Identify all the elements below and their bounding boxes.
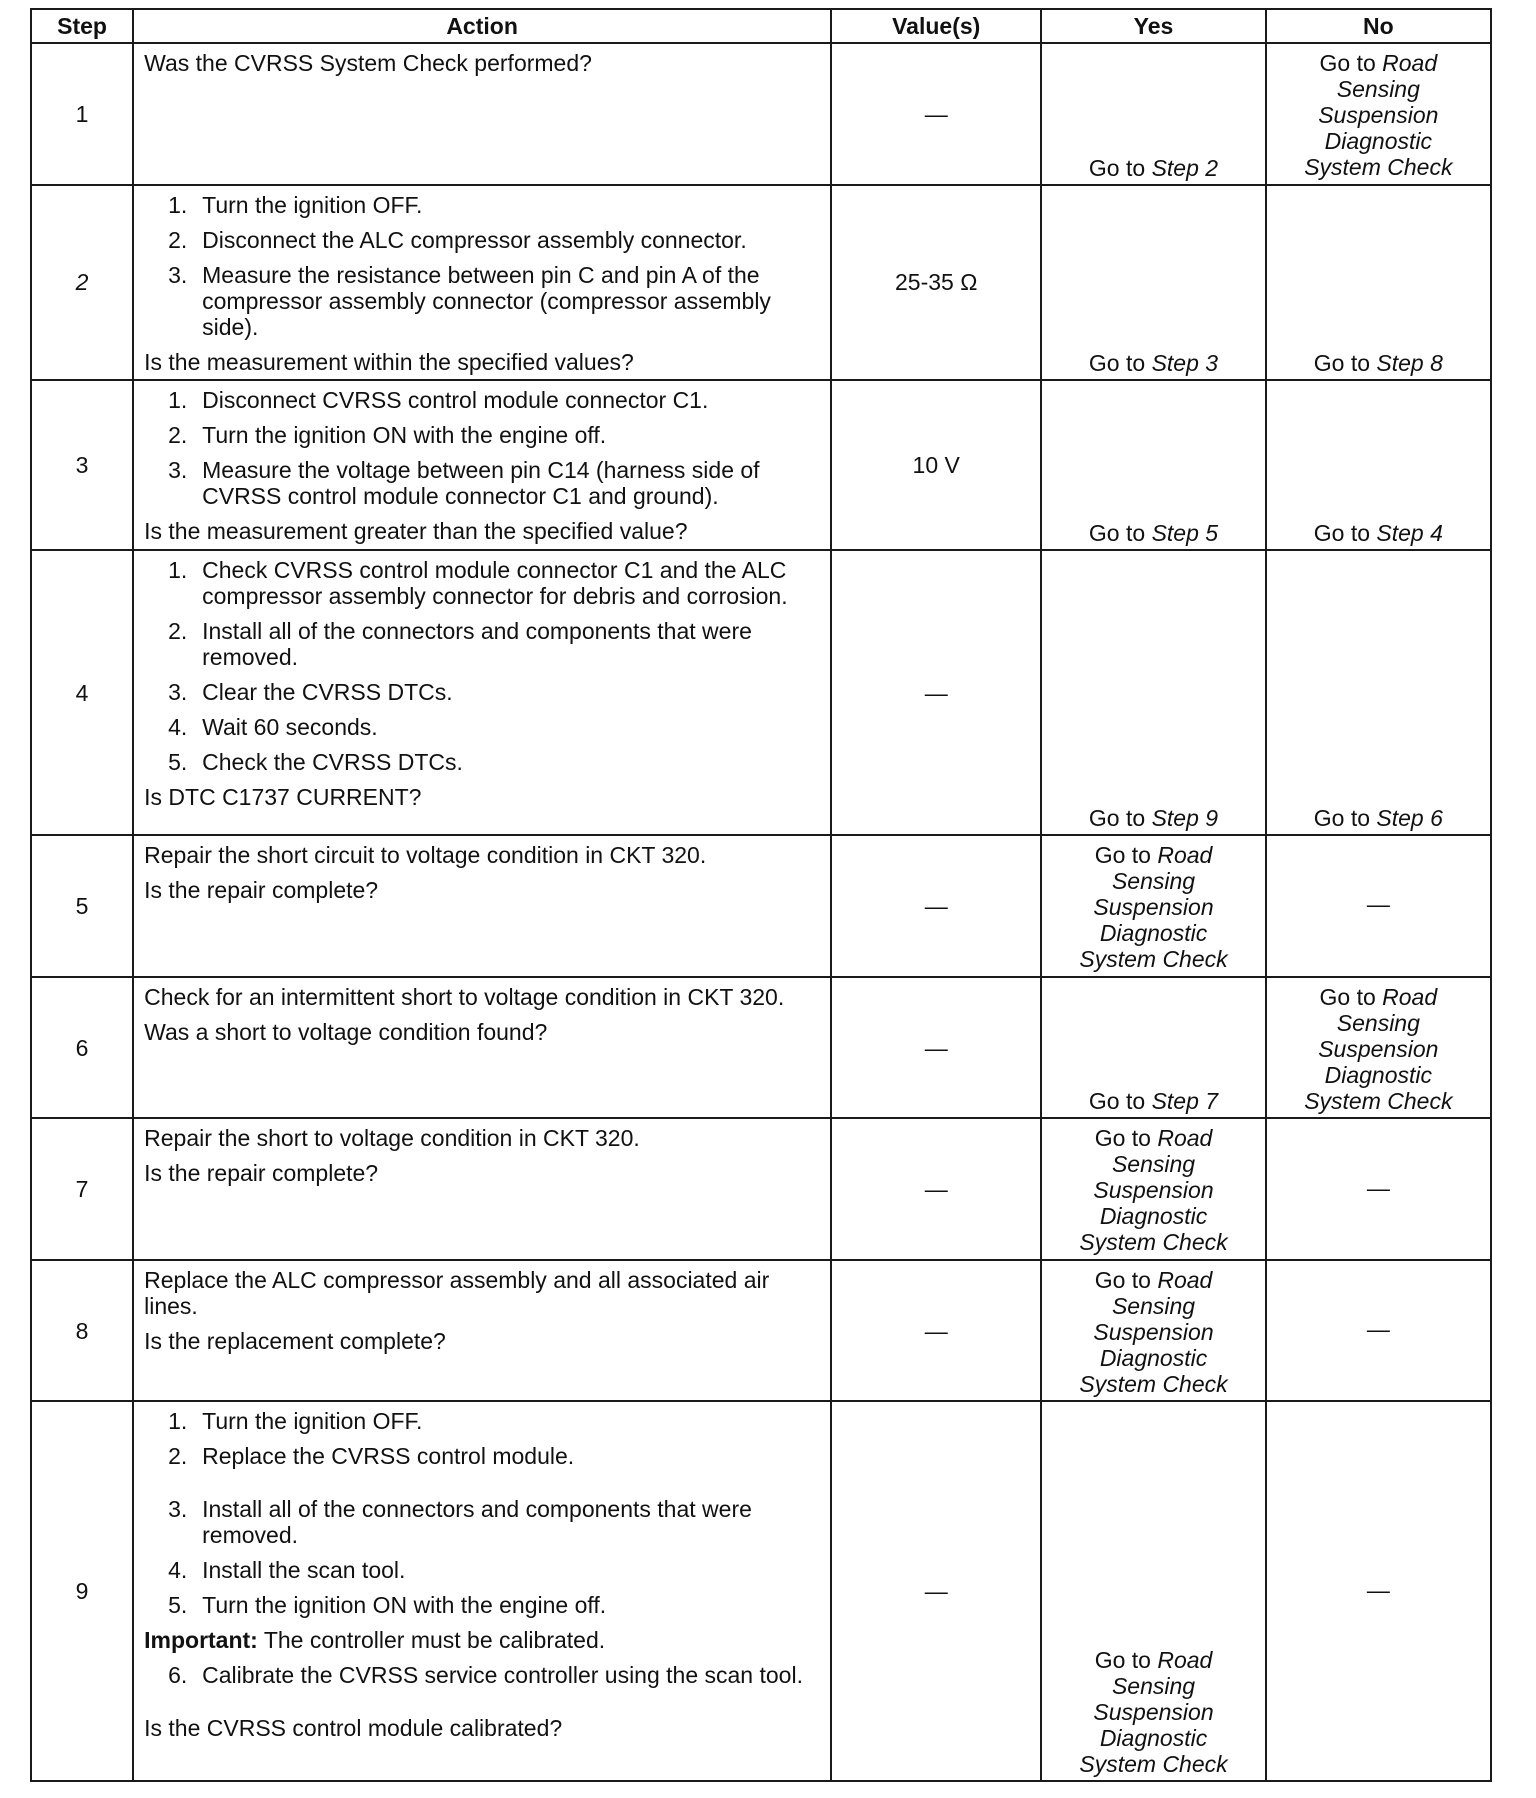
yes-cell[interactable]: [1041, 185, 1265, 381]
action-cell: [133, 1118, 831, 1260]
action-cell: [133, 550, 831, 835]
list-item-text: Measure the voltage between pin C14 (harness side of CVRSS control module connector C1 and ground).: [202, 457, 760, 510]
list-item-text: Turn the ignition OFF.: [202, 191, 423, 218]
yes-cell[interactable]: [1041, 835, 1265, 977]
go-to-label: Go to: [1094, 1647, 1151, 1673]
action-question: Is the repair complete?: [144, 1160, 379, 1187]
list-item-text: Replace the CVRSS control module.: [202, 1443, 575, 1470]
table-row: [31, 1260, 1491, 1402]
rsd-link-line[interactable]: Diagnostic: [1099, 1725, 1208, 1751]
list-item: 6. Calibrate the CVRSS service controller using the scan tool.: [168, 1662, 803, 1689]
header-no: No: [1266, 9, 1491, 43]
action-list: [144, 387, 820, 509]
rsd-link-line[interactable]: Suspension: [1318, 102, 1439, 128]
rsd-link-line[interactable]: Sensing: [1111, 868, 1196, 895]
no-cell[interactable]: [1266, 977, 1491, 1119]
value-cell: —: [831, 43, 1041, 185]
go-to-label: Go to: [1088, 805, 1146, 832]
go-to-label: Go to: [1094, 842, 1151, 869]
yes-cell[interactable]: [1041, 977, 1265, 1119]
list-item-text: Check CVRSS control module connector C1 and the ALC compressor assembly connector for debris and corrosion.: [202, 557, 788, 610]
go-to-label: Go to: [1094, 1125, 1151, 1152]
action-question: Is DTC C1737 CURRENT?: [144, 784, 422, 811]
yes-cell[interactable]: [1041, 550, 1265, 835]
rsd-link-line[interactable]: System Check: [1079, 1370, 1228, 1397]
go-to-label: Go to: [1313, 350, 1371, 377]
list-item: 3. Clear the CVRSS DTCs.: [168, 679, 453, 706]
rsd-link-line[interactable]: Diagnostic: [1324, 1061, 1433, 1088]
yes-cell[interactable]: [1041, 1118, 1265, 1260]
value-cell: 25-35 Ω: [831, 185, 1041, 381]
diagnostic-table: [30, 8, 1492, 1782]
list-item-text: Check the CVRSS DTCs.: [202, 749, 463, 776]
action-cell: [133, 1260, 831, 1402]
action-text: Repair the short to voltage condition in CKT 320.: [144, 1125, 640, 1152]
step-number: 1: [31, 43, 133, 185]
table-row: [31, 380, 1491, 550]
rsd-link-line[interactable]: Road: [1157, 1266, 1213, 1293]
table-row: [31, 1118, 1491, 1260]
list-item: 1. Disconnect CVRSS control module connector C1.: [168, 387, 709, 414]
list-item: 5. Turn the ignition ON with the engine off.: [168, 1592, 607, 1619]
rsd-link-line[interactable]: Suspension: [1093, 1177, 1214, 1204]
rsd-link-line[interactable]: System Check: [1079, 1229, 1228, 1256]
step-link[interactable]: Step 4: [1376, 520, 1443, 547]
go-to-label: Go to: [1313, 520, 1371, 547]
list-item-text: Install the scan tool.: [202, 1557, 406, 1584]
step-number: 8: [31, 1260, 133, 1402]
go-to-label: Go to: [1319, 50, 1376, 76]
list-item-text: Calibrate the CVRSS service controller using the scan tool.: [202, 1662, 803, 1689]
yes-cell[interactable]: [1041, 1260, 1265, 1402]
list-item-text: Measure the resistance between pin C and pin A of the compressor assembly connector (compressor assembly side).: [202, 261, 771, 340]
list-item-text: Disconnect the ALC compressor assembly connector.: [202, 226, 747, 253]
action-text: Replace the ALC compressor assembly and all associated air lines.: [144, 1266, 770, 1319]
no-cell: —: [1266, 1401, 1491, 1781]
value-cell: —: [831, 1401, 1041, 1781]
list-item: 2. Disconnect the ALC compressor assembly connector.: [168, 226, 747, 253]
rsd-link-line[interactable]: System Check: [1079, 946, 1228, 973]
action-list: [144, 557, 820, 775]
action-question: Is the measurement within the specified values?: [144, 348, 634, 375]
value-cell: —: [831, 1118, 1041, 1260]
rsd-link-line[interactable]: Sensing: [1111, 1292, 1196, 1319]
list-item-text: Clear the CVRSS DTCs.: [202, 679, 453, 706]
table-row: [31, 550, 1491, 835]
list-item: 1. Turn the ignition OFF.: [168, 1408, 423, 1435]
table-row: [31, 43, 1491, 185]
list-item: 1. Check CVRSS control module connector C1 and the ALC compressor assembly connector for debris and corrosion.: [168, 557, 788, 610]
table-row: [31, 1401, 1491, 1781]
list-item-text: Disconnect CVRSS control module connector C1.: [202, 387, 709, 414]
rsd-link-line[interactable]: Diagnostic: [1099, 1344, 1208, 1371]
rsd-link-line[interactable]: Sensing: [1111, 1673, 1196, 1699]
rsd-link-line[interactable]: Road: [1382, 983, 1438, 1010]
step-number: 6: [31, 977, 133, 1119]
list-item: 1. Turn the ignition OFF.: [168, 191, 423, 218]
action-question: Is the measurement greater than the specified value?: [144, 518, 688, 545]
list-item: 4. Install the scan tool.: [168, 1557, 406, 1584]
step-number: 4: [31, 550, 133, 835]
rsd-link-line[interactable]: Suspension: [1093, 1318, 1214, 1345]
go-to-label: Go to: [1088, 350, 1146, 377]
go-to-label: Go to: [1088, 520, 1146, 547]
list-item-text: Install all of the connectors and components that were removed.: [202, 1496, 752, 1549]
table-row: [31, 835, 1491, 977]
go-to-label: Go to: [1088, 154, 1146, 181]
value-cell: 10 V: [831, 380, 1041, 550]
table-row: [31, 977, 1491, 1119]
rsd-link-line[interactable]: Sensing: [1336, 76, 1420, 102]
list-item-text: Turn the ignition ON with the engine off.: [202, 422, 607, 449]
list-item: 2. Install all of the connectors and components that were removed.: [168, 618, 752, 671]
rsd-link-line[interactable]: Road: [1157, 842, 1213, 869]
list-item: 2. Turn the ignition ON with the engine off.: [168, 422, 607, 449]
header-row: [31, 9, 1491, 43]
action-cell: [133, 185, 831, 381]
list-item: 4. Wait 60 seconds.: [168, 714, 378, 741]
step-link[interactable]: Step 6: [1376, 805, 1443, 832]
rsd-link-line[interactable]: Diagnostic: [1099, 920, 1208, 947]
action-list: [144, 1662, 820, 1688]
important-label: Important:: [144, 1627, 258, 1654]
value-cell: —: [831, 1260, 1041, 1402]
list-item: 5. Check the CVRSS DTCs.: [168, 749, 463, 776]
list-item-text: Wait 60 seconds.: [202, 714, 378, 741]
step-number: 5: [31, 835, 133, 977]
action-text: Was the CVRSS System Check performed?: [144, 50, 592, 76]
list-item: 2. Replace the CVRSS control module.: [168, 1443, 575, 1470]
go-to-label: Go to: [1088, 1088, 1146, 1115]
action-question: Is the repair complete?: [144, 877, 379, 904]
go-to-label: Go to: [1313, 805, 1371, 832]
header-step: Step: [31, 9, 133, 43]
value-cell: —: [831, 835, 1041, 977]
action-list: [144, 1408, 820, 1618]
no-cell[interactable]: [1266, 185, 1491, 381]
value-cell: —: [831, 977, 1041, 1119]
step-link[interactable]: Step 9: [1151, 805, 1219, 832]
step-link[interactable]: Step 2: [1151, 154, 1219, 181]
list-item: 3. Install all of the connectors and components that were removed.: [168, 1496, 752, 1549]
important-note: [144, 1627, 820, 1653]
go-to-label: Go to: [1319, 983, 1376, 1010]
go-to-label: Go to: [1094, 1266, 1151, 1293]
no-cell: —: [1266, 1260, 1491, 1402]
action-cell: [133, 43, 831, 185]
action-list: [144, 192, 820, 340]
rsd-link-line[interactable]: Suspension: [1318, 1035, 1439, 1062]
yes-cell[interactable]: [1041, 380, 1265, 550]
yes-cell[interactable]: [1041, 1401, 1265, 1781]
important-text: The controller must be calibrated.: [257, 1627, 606, 1654]
list-item: 3. Measure the voltage between pin C14 (harness side of CVRSS control module connector C1 and ground).: [168, 457, 760, 510]
no-cell: —: [1266, 1118, 1491, 1260]
value-cell: —: [831, 550, 1041, 835]
step-link[interactable]: Step 5: [1151, 520, 1219, 547]
table-row: [31, 185, 1491, 381]
action-question: Is the CVRSS control module calibrated?: [144, 1715, 563, 1742]
no-cell[interactable]: [1266, 550, 1491, 835]
action-cell: [133, 977, 831, 1119]
rsd-link-line[interactable]: Suspension: [1093, 1699, 1214, 1725]
step-number-text: 2: [75, 269, 89, 296]
header-action: Action: [133, 9, 831, 43]
rsd-link-line[interactable]: Sensing: [1111, 1151, 1196, 1178]
rsd-link-line[interactable]: System Check: [1304, 154, 1453, 180]
action-text: Repair the short circuit to voltage condition in CKT 320.: [144, 842, 707, 869]
step-number: 3: [31, 380, 133, 550]
action-cell: [133, 835, 831, 977]
rsd-link-line[interactable]: Diagnostic: [1324, 128, 1433, 154]
action-cell: [133, 1401, 831, 1781]
rsd-link-line[interactable]: Road: [1157, 1125, 1213, 1152]
rsd-link-line[interactable]: Sensing: [1336, 1009, 1420, 1036]
rsd-link-line[interactable]: Road: [1382, 50, 1438, 76]
action-text: Check for an intermittent short to voltage condition in CKT 320.: [144, 983, 785, 1010]
list-item-text: Turn the ignition ON with the engine off.: [202, 1592, 607, 1619]
step-link[interactable]: Step 3: [1151, 350, 1219, 377]
step-link[interactable]: Step 8: [1376, 350, 1443, 377]
step-number: 7: [31, 1118, 133, 1260]
header-values: Value(s): [831, 9, 1041, 43]
rsd-link-line[interactable]: Road: [1157, 1647, 1213, 1673]
header-yes: Yes: [1041, 9, 1265, 43]
rsd-link-line[interactable]: Diagnostic: [1099, 1203, 1208, 1230]
no-cell[interactable]: [1266, 380, 1491, 550]
list-item-text: Turn the ignition OFF.: [202, 1408, 423, 1435]
yes-cell[interactable]: [1041, 43, 1265, 185]
list-item: 3. Measure the resistance between pin C and pin A of the compressor assembly connector (compressor assembly side).: [168, 261, 771, 340]
action-question: Was a short to voltage condition found?: [144, 1018, 548, 1045]
action-cell: [133, 380, 831, 550]
step-link[interactable]: Step 7: [1151, 1088, 1219, 1115]
rsd-link-line[interactable]: System Check: [1079, 1751, 1228, 1777]
action-question: Is the replacement complete?: [144, 1327, 446, 1354]
list-item-text: Install all of the connectors and components that were removed.: [202, 618, 752, 671]
step-number: 9: [31, 1401, 133, 1781]
rsd-link-line[interactable]: Suspension: [1093, 894, 1214, 921]
step-number: [31, 185, 133, 381]
no-cell[interactable]: [1266, 43, 1491, 185]
no-cell: —: [1266, 835, 1491, 977]
rsd-link-line[interactable]: System Check: [1304, 1087, 1453, 1114]
